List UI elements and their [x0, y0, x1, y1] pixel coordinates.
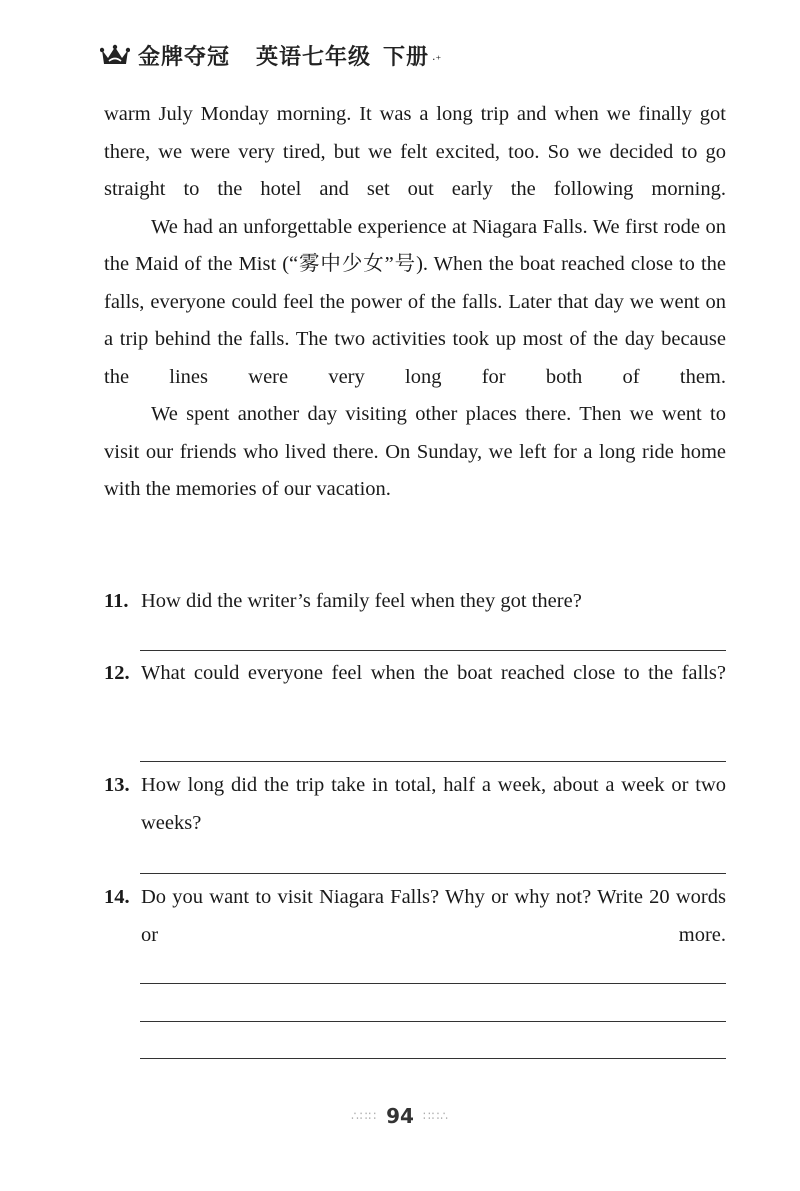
subject-title: 英语七年级: [256, 45, 372, 70]
question-text: How long did the trip take in total, half a week, about a week or two weeks?: [141, 774, 726, 834]
answer-line-14a[interactable]: [140, 983, 726, 984]
passage-paragraph-3: We spent another day visiting other places there. Then we went to visit our friends who lived there. On Sunday, we left for a long ride home with the memories of our vacation.: [104, 403, 726, 500]
page-header: [100, 40, 441, 71]
answer-line-14c[interactable]: [140, 1058, 726, 1059]
question-14: [104, 879, 726, 954]
answer-line-11[interactable]: [140, 650, 726, 651]
answer-line-14b[interactable]: [140, 1021, 726, 1022]
question-text: Do you want to visit Niagara Falls? Why or why not? Write 20 words or more.: [141, 886, 726, 946]
question-number: 11.: [104, 590, 129, 612]
footer-dots-left: ∴∷∷: [351, 1109, 377, 1123]
page-footer: [0, 1104, 800, 1128]
page-number: 94: [386, 1104, 414, 1128]
answer-line-13[interactable]: [140, 873, 726, 874]
question-12: [104, 655, 726, 693]
reading-passage: [104, 96, 726, 509]
brand-title: 金牌夺冠: [138, 45, 231, 70]
question-11: [104, 583, 726, 621]
footer-dots-right: ∷∷∴: [423, 1109, 449, 1123]
crown-icon: [100, 44, 130, 68]
question-text: How did the writer’s family feel when they got there?: [141, 590, 582, 612]
volume-title: 下册: [383, 45, 430, 70]
answer-line-12[interactable]: [140, 761, 726, 762]
question-text: What could everyone feel when the boat reached close to the falls?: [141, 662, 726, 684]
question-number: 13.: [104, 774, 130, 796]
passage-paragraph-2: We had an unforgettable experience at Niagara Falls. We first rode on the Maid of the Mist (“雾中少女”号). When the boat reached close to the falls, everyone could feel the power of the falls. Later that day we went on a trip behind the falls. The two activities took up most of the day because the lines were very long for both of them.: [104, 215, 726, 388]
question-number: 12.: [104, 662, 130, 684]
question-number: 14.: [104, 886, 130, 908]
passage-paragraph-1: warm July Monday morning. It was a long trip and when we finally got there, we were very tired, but we felt excited, too. So we decided to go straight to the hotel and set out early the following morning.: [104, 103, 726, 200]
question-13: [104, 767, 726, 842]
decoration-stars: ·⁺: [432, 53, 442, 66]
